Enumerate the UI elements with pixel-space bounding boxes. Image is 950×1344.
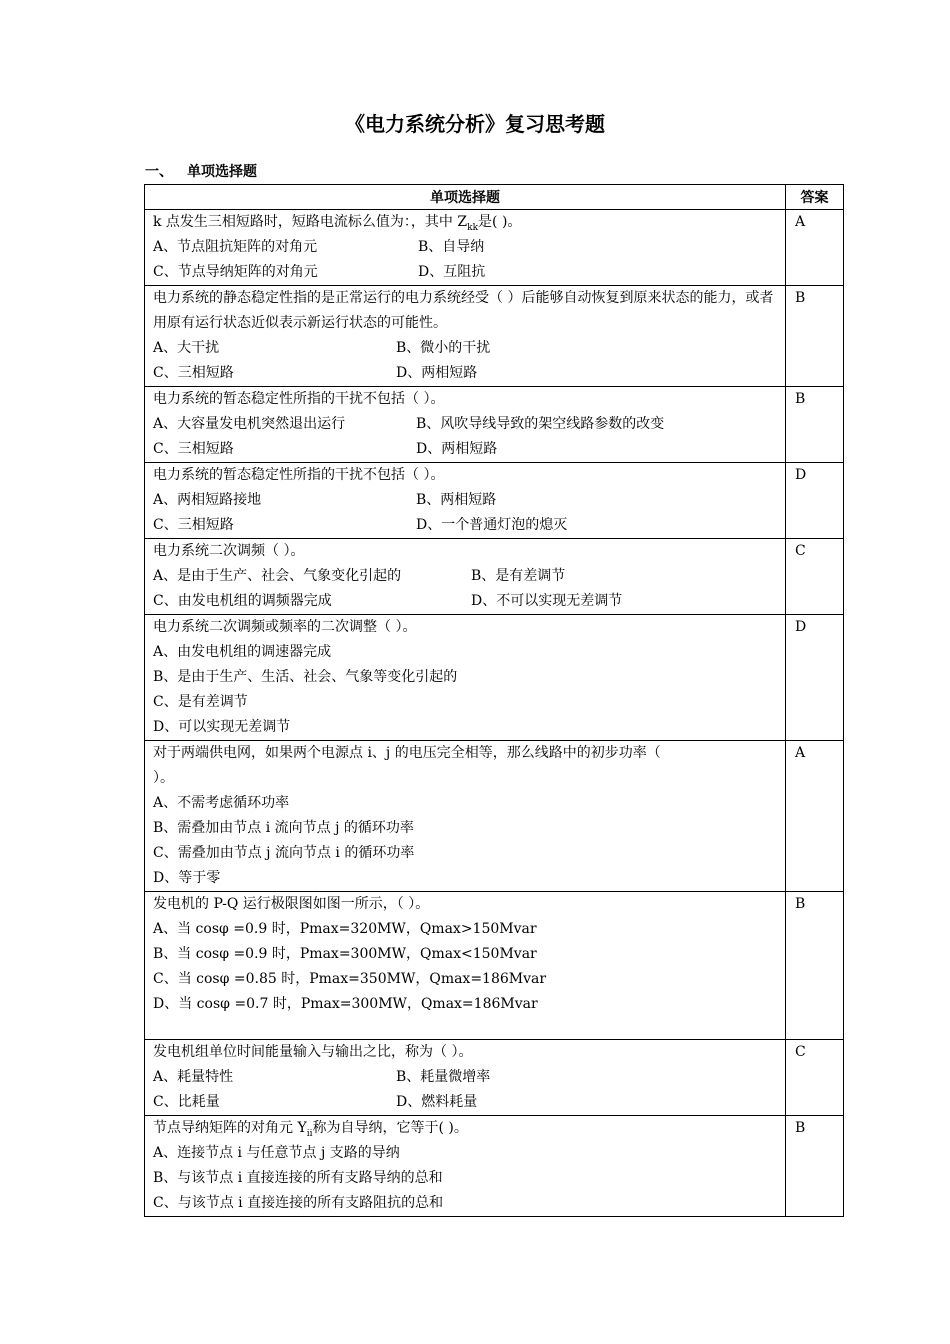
option-row bbox=[153, 361, 781, 386]
option-row bbox=[153, 260, 781, 285]
option: B、自导纳 bbox=[418, 239, 485, 255]
option-row bbox=[153, 488, 781, 513]
option: C、当 cosφ =0.85 时，Pmax=350MW，Qmax=186Mvar bbox=[153, 971, 547, 987]
option: B、风吹导线导致的架空线路参数的改变 bbox=[416, 416, 665, 432]
answer-cell bbox=[786, 286, 844, 387]
question-stem: 电力系统的暂态稳定性所指的干扰不包括（ ）。 bbox=[153, 391, 445, 407]
option: B、是由于生产、生活、社会、气象等变化引起的 bbox=[153, 669, 458, 685]
answer: A bbox=[795, 214, 806, 230]
option: C、与该节点 i 直接连接的所有支路阻抗的总和 bbox=[153, 1195, 444, 1211]
option: D、燃料耗量 bbox=[396, 1094, 478, 1110]
question-stem-line: ）。 bbox=[153, 770, 174, 786]
option: B、耗量微增率 bbox=[396, 1069, 491, 1085]
option: D、两相短路 bbox=[396, 365, 478, 381]
option: A、节点阻抗矩阵的对角元 bbox=[153, 239, 318, 255]
answer-cell bbox=[786, 210, 844, 286]
option: C、三相短路 bbox=[153, 441, 234, 457]
option-row bbox=[153, 336, 781, 361]
option-row bbox=[153, 513, 781, 538]
option: C、需叠加由节点 j 流向节点 i 的循环功率 bbox=[153, 845, 415, 861]
page-title: 《电力系统分析》复习思考题 bbox=[345, 112, 605, 136]
option: C、节点导纳矩阵的对角元 bbox=[153, 264, 318, 280]
question-cell bbox=[145, 286, 786, 387]
question-stem: 电力系统的暂态稳定性所指的干扰不包括（ ）。 bbox=[153, 467, 445, 483]
option: C、是有差调节 bbox=[153, 694, 248, 710]
option: A、连接节点 i 与任意节点 j 支路的导纳 bbox=[153, 1145, 400, 1161]
answer-cell bbox=[786, 1040, 844, 1116]
question-cell bbox=[145, 1040, 786, 1116]
answer: D bbox=[795, 619, 807, 635]
option: A、两相短路接地 bbox=[153, 492, 262, 508]
section-heading bbox=[145, 161, 257, 181]
option-row bbox=[153, 564, 781, 589]
option: B、是有差调节 bbox=[471, 568, 566, 584]
answer-cell bbox=[786, 539, 844, 615]
spacer bbox=[153, 1017, 781, 1039]
answer: C bbox=[795, 543, 806, 559]
answer: B bbox=[795, 391, 806, 407]
option: D、互阻抗 bbox=[418, 264, 486, 280]
table-row bbox=[145, 210, 844, 286]
question-table bbox=[144, 184, 844, 1217]
answer-cell bbox=[786, 741, 844, 892]
answer: C bbox=[795, 1044, 806, 1060]
answer: D bbox=[795, 467, 807, 483]
option: B、微小的干扰 bbox=[396, 340, 491, 356]
answer: B bbox=[795, 1120, 806, 1136]
option: D、一个普通灯泡的熄灭 bbox=[416, 517, 568, 533]
question-cell bbox=[145, 539, 786, 615]
option-row bbox=[153, 412, 781, 437]
question-stem-line: 对于两端供电网，如果两个电源点 i、j 的电压完全相等，那么线路中的初步功率（ bbox=[153, 745, 661, 761]
answer: B bbox=[795, 290, 806, 306]
header-answer: 答案 bbox=[786, 185, 844, 210]
option: A、大容量发电机突然退出运行 bbox=[153, 416, 346, 432]
option: A、大干扰 bbox=[153, 340, 220, 356]
answer: A bbox=[795, 745, 806, 761]
header-question: 单项选择题 bbox=[145, 185, 786, 210]
question-stem: 节点导纳矩阵的对角元 $Y_{ii}$称为自导纳，它等于( )。 bbox=[153, 1120, 468, 1139]
option: D、两相短路 bbox=[416, 441, 498, 457]
table-row bbox=[145, 1116, 844, 1217]
question-cell bbox=[145, 615, 786, 741]
question-cell bbox=[145, 387, 786, 463]
option: D、当 cosφ =0.7 时，Pmax=300MW，Qmax=186Mvar bbox=[153, 996, 538, 1012]
question-stem: 电力系统二次调频（ ）。 bbox=[153, 543, 305, 559]
option: D、等于零 bbox=[153, 870, 221, 886]
question-stem: 电力系统的静态稳定性指的是正常运行的电力系统经受（ ）后能够自动恢复到原来状态的能力，或者用原有运行状态近似表示新运行状态的可能性。 bbox=[153, 290, 774, 331]
option: C、三相短路 bbox=[153, 517, 234, 533]
option: A、当 cosφ =0.9 时，Pmax=320MW，Qmax>150Mvar bbox=[153, 921, 537, 937]
answer: B bbox=[795, 896, 806, 912]
table-row bbox=[145, 463, 844, 539]
option: A、耗量特性 bbox=[153, 1069, 234, 1085]
section-number: 一、 bbox=[145, 164, 173, 180]
answer-cell bbox=[786, 1116, 844, 1217]
option: B、两相短路 bbox=[416, 492, 497, 508]
question-cell bbox=[145, 1116, 786, 1217]
table-row bbox=[145, 539, 844, 615]
table-row bbox=[145, 286, 844, 387]
option: C、由发电机组的调频器完成 bbox=[153, 593, 332, 609]
table-row bbox=[145, 387, 844, 463]
option-row bbox=[153, 589, 781, 614]
question-stem: 发电机组单位时间能量输入与输出之比，称为（ ）。 bbox=[153, 1044, 473, 1060]
question-cell bbox=[145, 892, 786, 1040]
answer-cell bbox=[786, 387, 844, 463]
table-row bbox=[145, 615, 844, 741]
answer-cell bbox=[786, 463, 844, 539]
table-header-row bbox=[145, 185, 844, 210]
question-stem: k 点发生三相短路时，短路电流标么值为：，其中 $Z_{kk}$是( )。 bbox=[153, 214, 522, 233]
option-row bbox=[153, 1090, 781, 1115]
option: D、不可以实现无差调节 bbox=[471, 593, 623, 609]
option-row bbox=[153, 235, 781, 260]
question-cell bbox=[145, 741, 786, 892]
table-row bbox=[145, 892, 844, 1040]
option: A、是由于生产、社会、气象变化引起的 bbox=[153, 568, 402, 584]
question-cell bbox=[145, 463, 786, 539]
option: D、可以实现无差调节 bbox=[153, 719, 291, 735]
option: A、由发电机组的调速器完成 bbox=[153, 644, 332, 660]
option: A、不需考虑循环功率 bbox=[153, 795, 290, 811]
answer-cell bbox=[786, 615, 844, 741]
question-stem: 发电机的 P-Q 运行极限图如图一所示，（ ）。 bbox=[153, 896, 430, 912]
question-cell bbox=[145, 210, 786, 286]
section-label: 单项选择题 bbox=[187, 164, 257, 180]
table-row bbox=[145, 1040, 844, 1116]
question-stem: 电力系统二次调频或频率的二次调整（ ）。 bbox=[153, 619, 417, 635]
option: B、需叠加由节点 i 流向节点 j 的循环功率 bbox=[153, 820, 414, 836]
option-row bbox=[153, 437, 781, 462]
option-row bbox=[153, 1065, 781, 1090]
option: C、三相短路 bbox=[153, 365, 234, 381]
option: B、与该节点 i 直接连接的所有支路导纳的总和 bbox=[153, 1170, 443, 1186]
answer-cell bbox=[786, 892, 844, 1040]
option: C、比耗量 bbox=[153, 1094, 220, 1110]
option: B、当 cosφ =0.9 时，Pmax=300MW，Qmax<150Mvar bbox=[153, 946, 537, 962]
table-row bbox=[145, 741, 844, 892]
